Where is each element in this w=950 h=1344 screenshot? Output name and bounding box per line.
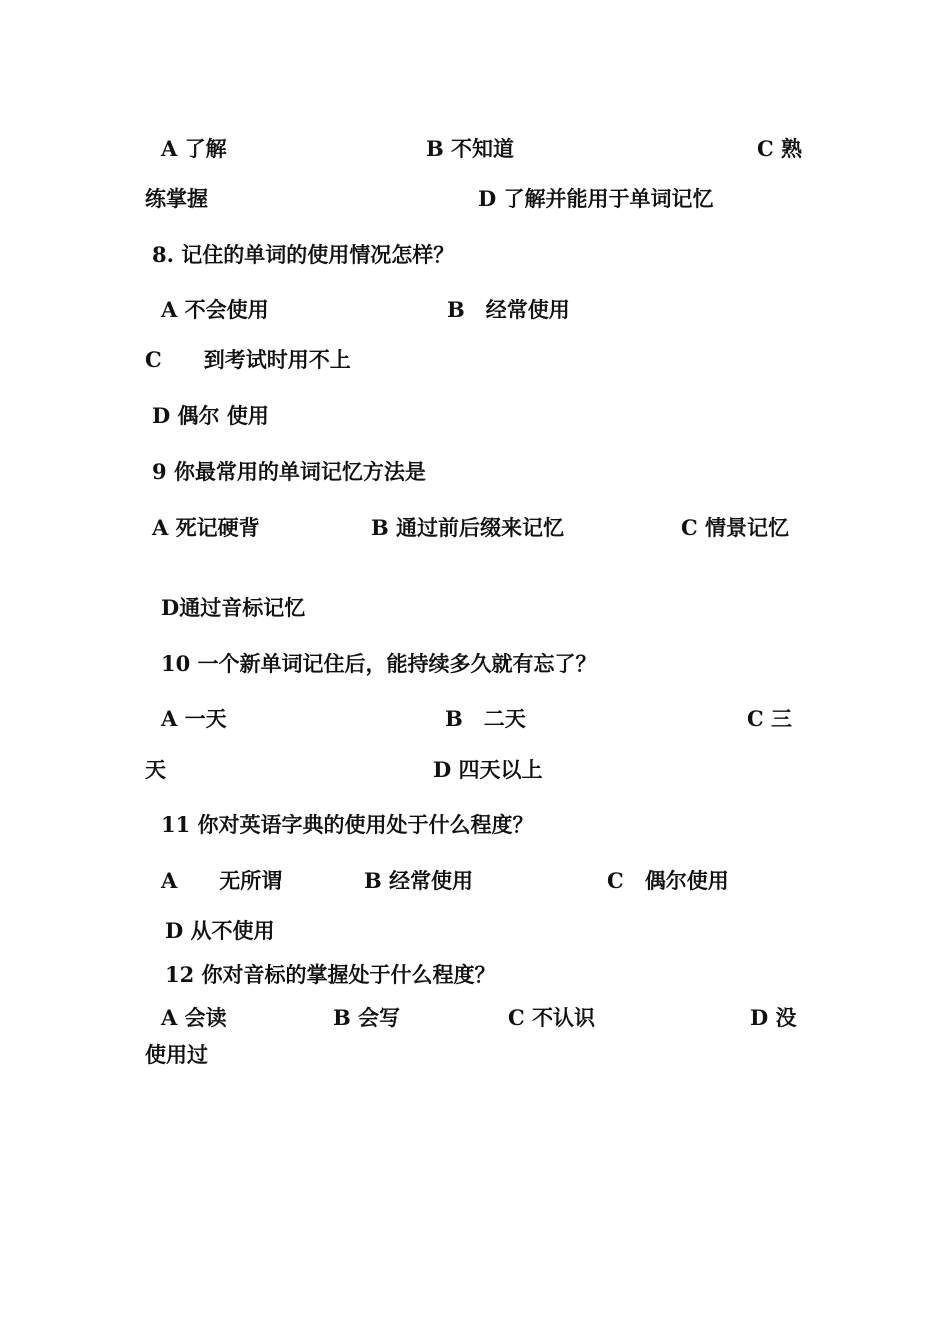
q11-option-c: C 偶尔使用 (607, 868, 729, 893)
q10-option-c: C 三 (747, 706, 793, 731)
q7-option-b: B 不知道 (426, 136, 515, 161)
q10-option-d: D 四天以上 (433, 757, 543, 782)
q9-question: 9 你最常用的单词记忆方法是 (152, 459, 426, 484)
q8-question: 8. 记住的单词的使用情况怎样？ (152, 242, 455, 267)
q10-question: 10 一个新单词记住后，能持续多久就有忘了？ (161, 651, 597, 676)
q11-question: 11 你对英语字典的使用处于什么程度？ (161, 812, 534, 837)
q8-option-b: B 经常使用 (447, 297, 570, 322)
q12-option-b: B 会写 (333, 1005, 401, 1030)
q8-option-d: D 偶尔 使用 (152, 403, 269, 428)
q9-option-d: D通过音标记忆 (161, 595, 306, 620)
q12-option-d-continued: 使用过 (145, 1042, 208, 1067)
q11-option-d: D 从不使用 (165, 918, 275, 943)
q8-option-a: A 不会使用 (161, 297, 269, 322)
q7-option-a: A 了解 (161, 136, 227, 161)
q12-option-c: C 不认识 (508, 1005, 596, 1030)
q10-option-c-continued: 天 (145, 757, 166, 782)
q7-option-d: D 了解并能用于单词记忆 (478, 186, 714, 211)
q9-option-c: C 情景记忆 (681, 515, 790, 540)
q12-question: 12 你对音标的掌握处于什么程度？ (165, 962, 496, 987)
q7-option-c: C 熟 (757, 136, 803, 161)
q11-option-a: A 无所谓 (161, 868, 283, 893)
q11-option-b: B 经常使用 (364, 868, 474, 893)
q10-option-a: A 一天 (161, 706, 227, 731)
q10-option-b: B 二天 (445, 706, 526, 731)
q9-option-b: B 通过前后缀来记忆 (371, 515, 565, 540)
q9-option-a: A 死记硬背 (152, 515, 260, 540)
q8-option-c: C 到考试时用不上 (145, 347, 351, 372)
q7-option-c-continued: 练掌握 (145, 186, 208, 211)
q12-option-d: D 没 (750, 1005, 797, 1030)
q12-option-a: A 会读 (161, 1005, 227, 1030)
